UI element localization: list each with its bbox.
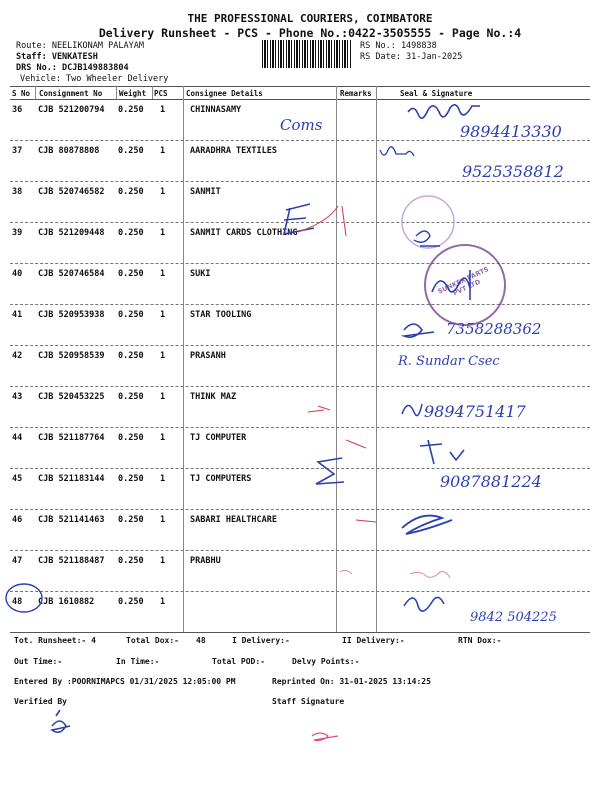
total-dox-label: Total Dox:- [126, 636, 179, 645]
handwritten-phone: 9894413330 [460, 122, 562, 141]
handwritten-note: R. Sundar Csec [398, 354, 500, 369]
total-pod: Total POD:- [212, 657, 265, 666]
cell-weight: 0.250 [118, 269, 144, 279]
i-delivery: I Delivery:- [232, 636, 290, 645]
cell-consignee: SUKI [190, 269, 211, 279]
cell-weight: 0.250 [118, 392, 144, 402]
out-time: Out Time:- [14, 657, 63, 666]
delvy-points: Delvy Points:- [292, 657, 360, 666]
company-stamp [424, 244, 506, 326]
handwritten-phone: 7358288362 [446, 320, 542, 338]
handwritten-phone: 9525358812 [462, 162, 564, 181]
cell-sno: 38 [12, 187, 23, 197]
handwritten-name: Coms [280, 116, 323, 134]
cell-consignee: SANMIT CARDS CLOTHING [190, 228, 298, 238]
handwritten-phone: 9842 504225 [470, 610, 557, 625]
cell-weight: 0.250 [118, 351, 144, 361]
cell-weight: 0.250 [118, 515, 144, 525]
cell-sno: 47 [12, 556, 23, 566]
cell-consignee: TJ COMPUTER [190, 433, 247, 443]
table-row [10, 509, 590, 550]
cell-sno: 45 [12, 474, 23, 484]
cell-consignment: CJB 521200794 [38, 105, 105, 115]
cell-sno: 36 [12, 105, 23, 115]
cell-pcs: 1 [160, 310, 166, 320]
cell-weight: 0.250 [118, 556, 144, 566]
route-label: Route: NEELIKONAM PALAYAM [16, 41, 144, 51]
cell-pcs: 1 [160, 556, 166, 566]
cell-weight: 0.250 [118, 146, 144, 156]
col-divider [35, 86, 36, 99]
cell-weight: 0.250 [118, 433, 144, 443]
cell-pcs: 1 [160, 187, 166, 197]
cell-consignment: CJB 80878808 [38, 146, 100, 156]
reprinted-on: Reprinted On: 31-01-2025 13:14:25 [272, 677, 431, 686]
cell-consignment: CJB 520958539 [38, 351, 105, 361]
table-row [10, 550, 590, 591]
cell-weight: 0.250 [118, 474, 144, 484]
barcode [262, 40, 352, 68]
cell-consignee: SABARI HEALTHCARE [190, 515, 277, 525]
cell-consignee: THINK MAZ [190, 392, 237, 402]
cell-consignment: CJB 521187764 [38, 433, 105, 443]
cell-sno: 44 [12, 433, 23, 443]
cell-weight: 0.250 [118, 228, 144, 238]
drs-number: DRS No.: DCJB149883804 [16, 63, 129, 73]
cell-pcs: 1 [160, 433, 166, 443]
col-header-seal: Seal & Signature [400, 89, 473, 98]
col-header-remarks: Remarks [340, 89, 372, 98]
cell-pcs: 1 [160, 474, 166, 484]
cell-pcs: 1 [160, 228, 166, 238]
table-row [10, 345, 590, 386]
cell-pcs: 1 [160, 105, 166, 115]
entered-by: Entered By :POORNIMAPCS 01/31/2025 12:05:00 PM [14, 677, 236, 686]
cell-sno: 46 [12, 515, 23, 525]
table-row [10, 181, 590, 222]
cell-consignment: CJB 520453225 [38, 392, 105, 402]
col-header-sno: S No [12, 89, 31, 98]
cell-sno: 48 [12, 597, 23, 607]
handwritten-phone: 9087881224 [440, 472, 542, 491]
table-row [10, 222, 590, 263]
cell-weight: 0.250 [118, 105, 144, 115]
table-bottom-rule [10, 632, 590, 633]
cell-consignee: STAR TOOLING [190, 310, 252, 320]
cell-consignee: AARADHRA TEXTILES [190, 146, 277, 156]
cell-consignment: CJB 520746584 [38, 269, 105, 279]
verified-signature [52, 710, 70, 732]
handwritten-phone: 9894751417 [424, 402, 526, 421]
in-time: In Time:- [116, 657, 160, 666]
cell-pcs: 1 [160, 515, 166, 525]
col-header-pcs: PCS [154, 89, 168, 98]
cell-pcs: 1 [160, 351, 166, 361]
cell-sno: 42 [12, 351, 23, 361]
staff-signature-label: Staff Signature [272, 697, 345, 706]
cell-weight: 0.250 [118, 310, 144, 320]
cell-consignee: SANMIT [190, 187, 221, 197]
cell-consignment: CJB 520953938 [38, 310, 105, 320]
total-dox-value: 48 [196, 636, 206, 645]
cell-consignment: CJB 521209448 [38, 228, 105, 238]
cell-pcs: 1 [160, 392, 166, 402]
cell-consignment: CJB 520746582 [38, 187, 105, 197]
cell-pcs: 1 [160, 269, 166, 279]
cell-consignee: TJ COMPUTERS [190, 474, 252, 484]
verified-by: Verified By [14, 697, 67, 706]
stamp-text: SUNKEX PARTS PVT LTD [436, 265, 491, 298]
staff-signature [312, 733, 338, 741]
cell-sno: 40 [12, 269, 23, 279]
cell-sno: 39 [12, 228, 23, 238]
company-title: THE PROFESSIONAL COURIERS, COIMBATORE [187, 12, 433, 25]
vehicle-label: Vehicle: Two Wheeler Delivery [20, 74, 169, 84]
table-top-rule [10, 86, 590, 87]
rs-number: RS No.: 1498838 [360, 41, 437, 51]
cell-consignee: PRASANH [190, 351, 226, 361]
cell-pcs: 1 [160, 146, 166, 156]
cell-consignment: CJB 521141463 [38, 515, 105, 525]
cell-consignment: CJB 521183144 [38, 474, 105, 484]
cell-consignee: PRABHU [190, 556, 221, 566]
tot-runsheet: Tot. Runsheet:- 4 [14, 636, 96, 645]
table-row [10, 427, 590, 468]
rtn-dox: RTN Dox:- [458, 636, 502, 645]
col-header-consignee: Consignee Details [186, 89, 263, 98]
col-divider [116, 86, 117, 99]
runsheet-subtitle: Delivery Runsheet - PCS - Phone No.:0422-3505555 - Page No.:4 [98, 26, 522, 40]
cell-consignment: CJB 1610882 [38, 597, 95, 607]
staff-label: Staff: VENKATESH [16, 52, 98, 62]
col-header-consignment: Consignment No [39, 89, 103, 98]
cell-sno: 41 [12, 310, 23, 320]
col-header-weight: Weight [119, 89, 147, 98]
cell-pcs: 1 [160, 597, 166, 607]
cell-consignment: CJB 521188487 [38, 556, 105, 566]
cell-consignee: CHINNASAMY [190, 105, 242, 115]
cell-weight: 0.250 [118, 597, 144, 607]
cell-sno: 37 [12, 146, 23, 156]
rs-date: RS Date: 31-Jan-2025 [360, 52, 463, 62]
cell-weight: 0.250 [118, 187, 144, 197]
cell-sno: 43 [12, 392, 23, 402]
col-divider [152, 86, 153, 99]
ii-delivery: II Delivery:- [342, 636, 405, 645]
